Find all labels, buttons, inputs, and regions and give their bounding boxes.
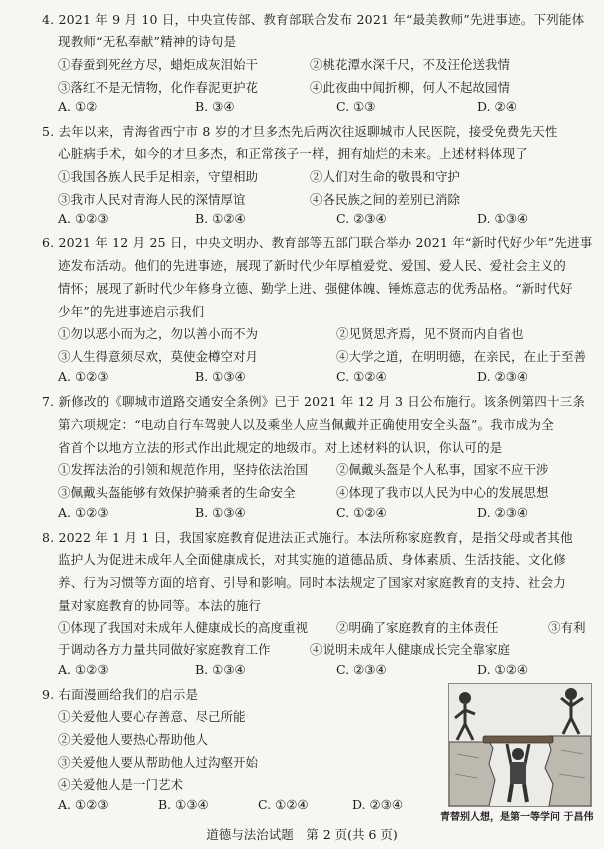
q6-choice-d: D. ②③④ <box>477 369 529 384</box>
q9-option-4: ④关爱他人是一门艺术 <box>58 777 184 792</box>
q9-choice-a: A. ①②③ <box>58 797 109 812</box>
q6-stem-line3: 情怀；展现了新时代少年修身立德、勤学上进、强健体魄、锤炼意志的优秀品格。“新时代好 <box>58 281 573 296</box>
q7-option-2: ②佩戴头盔是个人私事，国家不应干涉 <box>336 462 549 477</box>
q7-option-3: ③佩戴头盔能够有效保护骑乘者的生命安全 <box>58 485 296 500</box>
q7-stem-line2: 第六项规定：“电动自行车驾驶人以及乘坐人应当佩戴并正确使用安全头盔”。我市成为全 <box>58 417 554 432</box>
q8-stem-line1: 8. 2022 年 1 月 1 日，我国家庭教育促进法正式施行。本法所称家庭教育，是指父母或者其他 <box>42 530 573 545</box>
q6-option-1: ①勿以恶小而为之，勿以善小而不为 <box>58 326 259 341</box>
q9-choice-b: B. ①③④ <box>158 797 209 812</box>
q8-choice-a: A. ①②③ <box>58 662 109 677</box>
q6-option-2: ②见贤思齐焉，见不贤而内自省也 <box>336 326 524 341</box>
page-footer: 道德与法治试题 第 2 页(共 6 页) <box>206 827 398 842</box>
q6-choice-b: B. ①③④ <box>195 369 246 384</box>
q8-stem-line4: 量对家庭教育的协同等。本法的施行 <box>58 598 262 613</box>
q5-option-3: ③我市人民对青海人民的深情厚谊 <box>58 192 246 207</box>
q5-option-1: ①我国各族人民手足相亲，守望相助 <box>58 169 259 184</box>
q7-stem-line1: 7. 新修改的《聊城市道路交通安全条例》已于 2021 年 12 月 3 日公布施行。该条例第四十三条 <box>42 394 586 409</box>
q8-option-2: ②明确了家庭教育的主体责任 <box>336 620 499 635</box>
q4-choice-a: A. ①② <box>58 99 98 114</box>
q5-choice-b: B. ①②④ <box>195 211 246 226</box>
q8-stem-line2: 监护人为促进未成年人全面健康成长，对其实施的道德品质、身体素质、生活技能、文化修 <box>58 552 567 567</box>
q5-option-4: ④各民族之间的差别已消除 <box>310 192 461 207</box>
q5-choice-a: A. ①②③ <box>58 211 109 226</box>
q7-stem-line3: 省首个以地方立法的形式作出此规定的地级市。对上述材料的认识，你认可的是 <box>58 440 503 455</box>
q9-option-1: ①关爱他人要心存善意、尽己所能 <box>58 709 246 724</box>
q9-option-2: ②关爱他人要热心帮助他人 <box>58 732 209 747</box>
q8-option-4: ④说明未成年人健康成长完全靠家庭 <box>310 642 511 657</box>
q9-choice-d: D. ②③④ <box>352 797 404 812</box>
q7-choice-b: B. ①③④ <box>195 505 246 520</box>
q8-option-3: ③有利 <box>548 620 586 635</box>
q8-choice-d: D. ①②④ <box>477 662 529 677</box>
q5-choice-d: D. ①③④ <box>477 211 529 226</box>
q6-option-4: ④大学之道，在明明德，在亲民，在止于至善 <box>336 349 587 364</box>
q9-choice-c: C. ①②④ <box>258 797 309 812</box>
q8-choice-b: B. ①③④ <box>195 662 246 677</box>
q8-option-1: ①体现了我国对未成年人健康成长的高度重视 <box>58 620 309 635</box>
q6-stem-line4: 少年”的先进事迹启示我们 <box>58 304 205 319</box>
q6-choice-a: A. ①②③ <box>58 369 109 384</box>
q7-choice-d: D. ②③④ <box>477 505 529 520</box>
q8-stem-line3: 养、行为习惯等方面的培育、引导和影响。同时本法规定了国家对家庭教育的支持、社会力 <box>58 575 567 590</box>
cartoon-caption: 青替别人想，是第一等学问 于昌伟 <box>440 812 594 823</box>
q7-option-4: ④体现了我市以人民为中心的发展思想 <box>336 485 549 500</box>
q7-choice-c: C. ①②④ <box>336 505 387 520</box>
q5-choice-c: C. ②③④ <box>336 211 387 226</box>
cartoon-image <box>448 683 592 807</box>
q6-option-3: ③人生得意须尽欢，莫使金樽空对月 <box>58 349 259 364</box>
q4-stem-line1: 4. 2021 年 9 月 10 日，中央宣传部、教育部联合发布 2021 年“最美教师”先进事迹。下列能体 <box>42 12 585 27</box>
q7-option-1: ①发挥法治的引领和规范作用，坚持依法治国 <box>58 462 309 477</box>
q4-choice-b: B. ③④ <box>195 99 235 114</box>
q6-choice-c: C. ①②④ <box>336 369 387 384</box>
q4-choice-d: D. ②④ <box>477 99 517 114</box>
q5-stem-line1: 5. 去年以来，青海省西宁市 8 岁的才旦多杰先后两次往返聊城市人民医院，接受免费先天性 <box>42 124 558 139</box>
q4-option-4: ④此夜曲中闻折柳，何人不起故园情 <box>310 80 511 95</box>
q4-option-1: ①春蚕到死丝方尽，蜡炬成灰泪始干 <box>58 57 259 72</box>
q4-option-3: ③落红不是无情物，化作春泥更护花 <box>58 80 259 95</box>
q4-stem-line2: 现教师“无私奉献”精神的诗句是 <box>58 34 237 49</box>
q5-stem-line2: 心脏病手术，如今的才旦多杰，和正常孩子一样，拥有灿烂的未来。上述材料体现了 <box>58 146 528 161</box>
q8-option-3-cont: 于调动各方力量共同做好家庭教育工作 <box>58 642 271 657</box>
q7-choice-a: A. ①②③ <box>58 505 109 520</box>
q9-option-3: ③关爱他人要从帮助他人过沟壑开始 <box>58 755 259 770</box>
cartoon-drawing <box>449 684 591 806</box>
q6-stem-line2: 迹发布活动。他们的先进事迹，展现了新时代少年厚植爱党、爱国、爱人民、爱社会主义的 <box>58 258 567 273</box>
q6-stem-line1: 6. 2021 年 12 月 25 日，中央文明办、教育部等五部门联合举办 2021 年“新时代好少年”先进事 <box>42 235 593 250</box>
q5-option-2: ②人们对生命的敬畏和守护 <box>310 169 461 184</box>
q4-choice-c: C. ①③ <box>336 99 376 114</box>
q4-option-2: ②桃花潭水深千尺，不及汪伦送我情 <box>310 57 511 72</box>
q9-stem: 9. 右面漫画给我们的启示是 <box>42 687 199 702</box>
q8-choice-c: C. ②③④ <box>336 662 387 677</box>
